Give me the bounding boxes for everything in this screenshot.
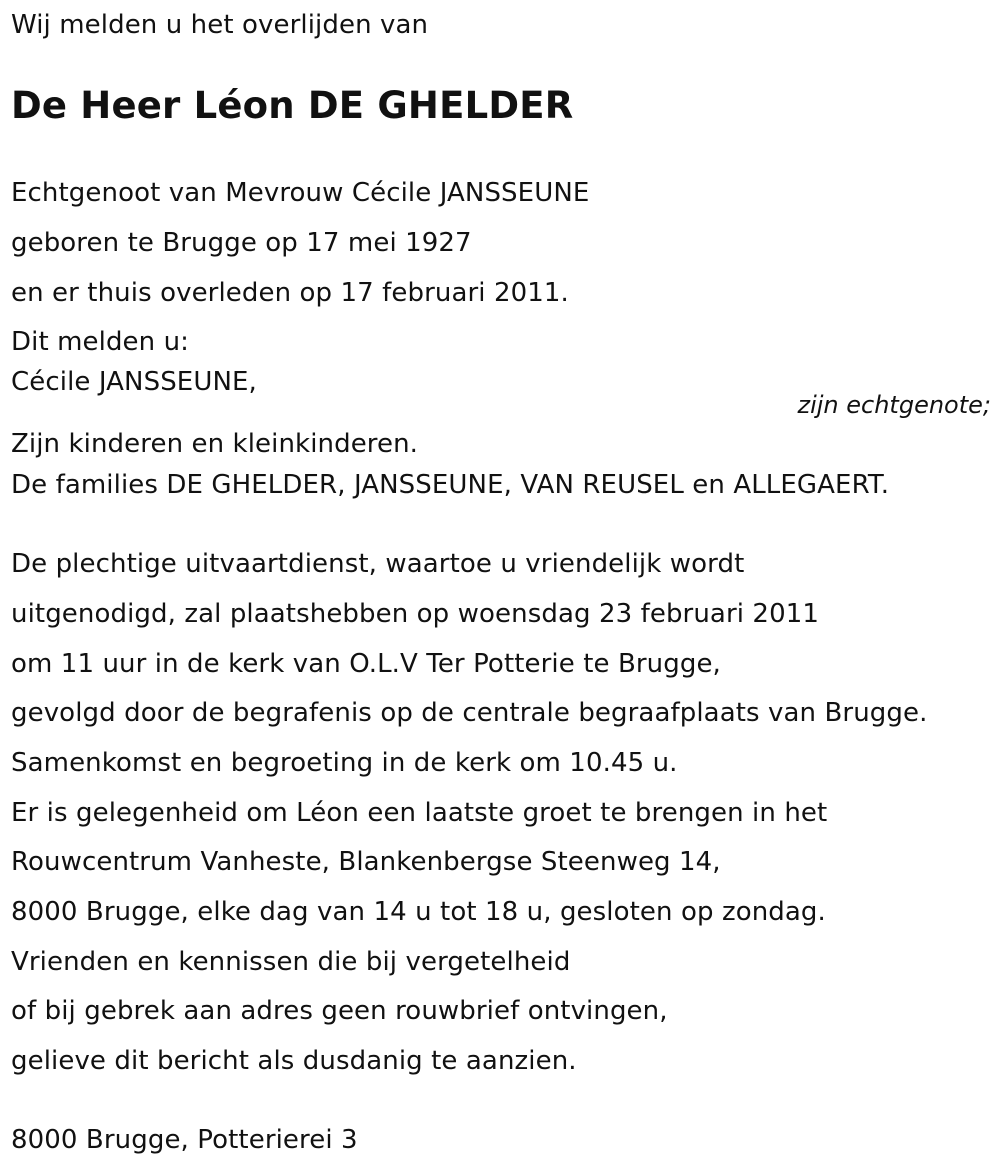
service-line: om 11 uur in de kerk van O.L.V Ter Potterie te Brugge, bbox=[11, 649, 721, 679]
home-address: 8000 Brugge, Potterierei 3 bbox=[11, 1125, 358, 1155]
service-line: gevolgd door de begrafenis op de centrale begraafplaats van Brugge. bbox=[11, 698, 928, 728]
announcer-children: Zijn kinderen en kleinkinderen. bbox=[11, 429, 419, 459]
deceased-name: De Heer Léon DE GHELDER bbox=[11, 84, 574, 127]
intro-text: Wij melden u het overlijden van bbox=[11, 10, 429, 40]
service-line: Rouwcentrum Vanheste, Blankenbergse Steenweg 14, bbox=[11, 847, 721, 877]
service-line: 8000 Brugge, elke dag van 14 u tot 18 u, gesloten op zondag. bbox=[11, 897, 826, 927]
service-line: uitgenodigd, zal plaatshebben op woensdag 23 februari 2011 bbox=[11, 599, 819, 629]
spouse-detail: Echtgenoot van Mevrouw Cécile JANSSEUNE bbox=[11, 178, 590, 208]
service-line: Vrienden en kennissen die bij vergetelheid bbox=[11, 947, 571, 977]
birth-detail: geboren te Brugge op 17 mei 1927 bbox=[11, 228, 472, 258]
service-line: Er is gelegenheid om Léon een laatste groet te brengen in het bbox=[11, 798, 828, 828]
announcer-families: De families DE GHELDER, JANSSEUNE, VAN REUSEL en ALLEGAERT. bbox=[11, 470, 890, 500]
service-line: De plechtige uitvaartdienst, waartoe u vriendelijk wordt bbox=[11, 549, 745, 579]
announcer-spouse-name: Cécile JANSSEUNE, bbox=[11, 367, 257, 397]
announcers-heading: Dit melden u: bbox=[11, 327, 190, 357]
service-line: Samenkomst en begroeting in de kerk om 10.45 u. bbox=[11, 748, 678, 778]
service-line: of bij gebrek aan adres geen rouwbrief ontvingen, bbox=[11, 996, 668, 1026]
death-detail: en er thuis overleden op 17 februari 2011. bbox=[11, 278, 569, 308]
announcer-spouse-relation: zijn echtgenote; bbox=[797, 391, 991, 419]
service-line: gelieve dit bericht als dusdanig te aanzien. bbox=[11, 1046, 577, 1076]
